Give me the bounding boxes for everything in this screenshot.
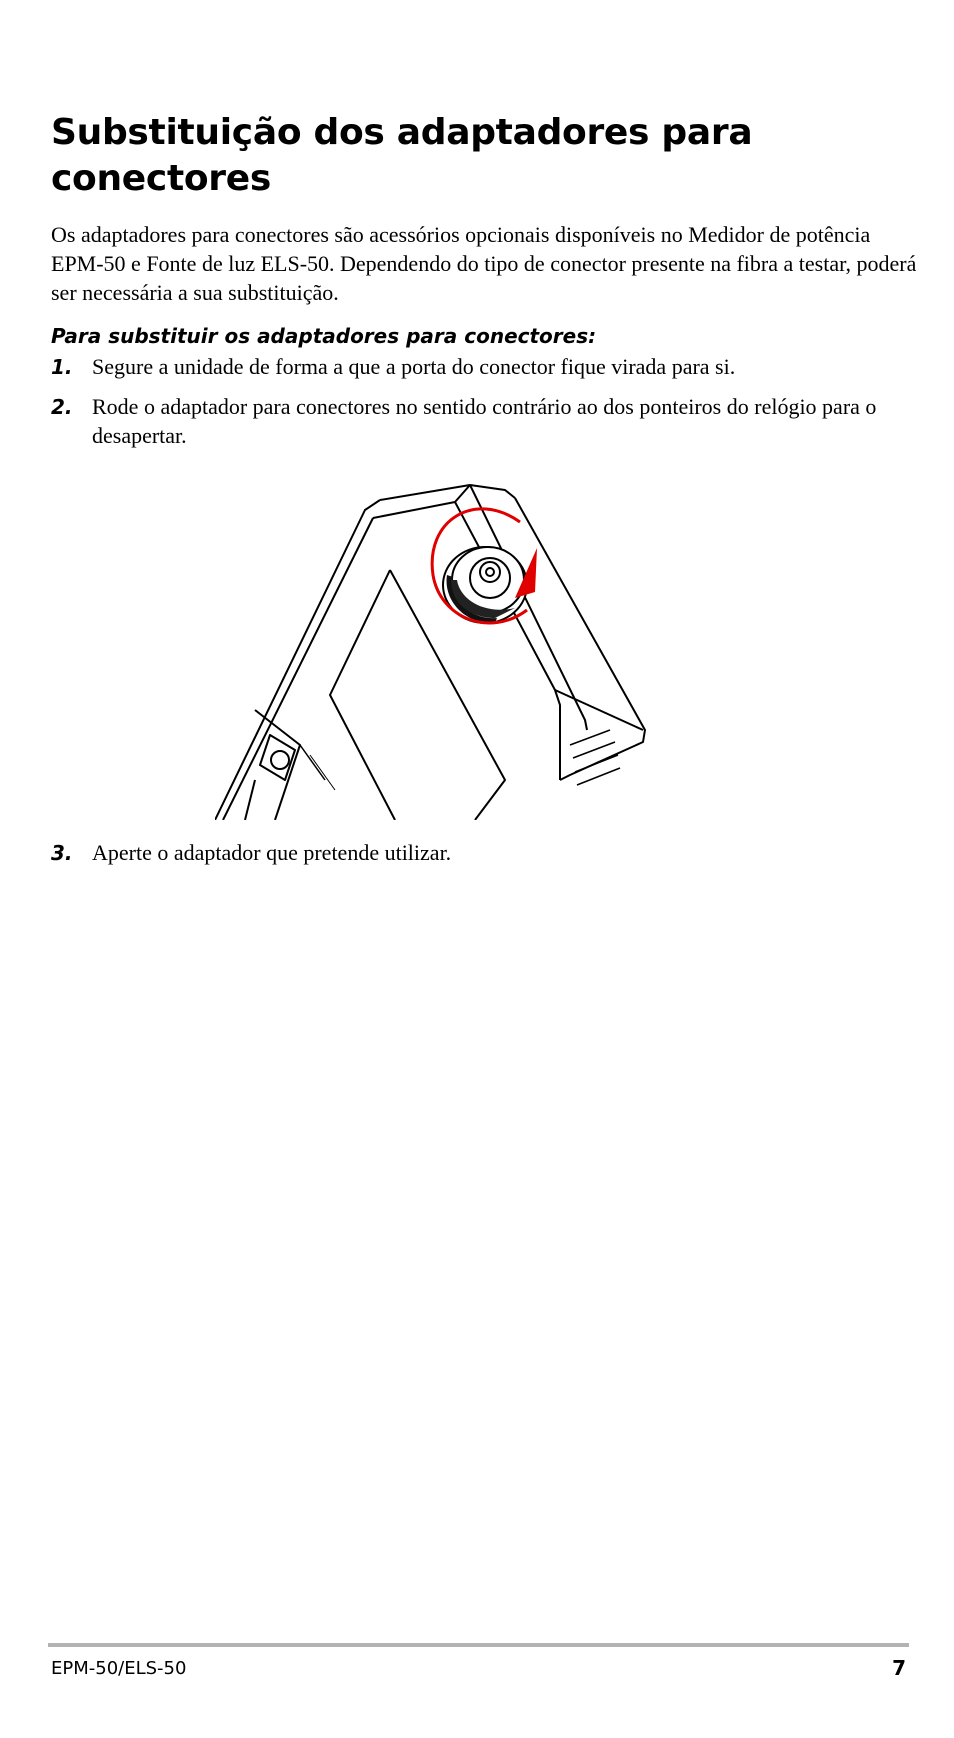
step-number: 3. [51, 841, 73, 865]
step-text: Aperte o adaptador que pretende utilizar. [92, 840, 452, 865]
footer-divider [48, 1643, 909, 1647]
step-text: Segure a unidade de forma a que a porta do conector fique virada para si. [92, 354, 736, 379]
step-text: Rode o adaptador para conectores no sentido contrário ao dos ponteiros do relógio para o desapertar. [92, 394, 877, 448]
footer-product-name: EPM-50/ELS-50 [51, 1658, 187, 1679]
page-number: 7 [892, 1656, 906, 1680]
procedure-heading: Para substituir os adaptadores para conectores: [51, 324, 597, 348]
step-number: 2. [51, 395, 73, 419]
step-3 [51, 838, 911, 867]
step-1 [51, 352, 911, 381]
device-drawing [215, 480, 655, 820]
step-2 [51, 392, 911, 450]
step-number: 1. [51, 355, 73, 379]
page-title: Substituição dos adaptadores para conectores [51, 112, 753, 199]
adapter-removal-illustration [215, 480, 655, 820]
intro-paragraph: Os adaptadores para conectores são acessórios opcionais disponíveis no Medidor de potência EPM-50 e Fonte de luz ELS-50. Dependendo do tipo de conector presente na fibra a testar, poderá ser necessária a sua substituição. [51, 222, 917, 305]
